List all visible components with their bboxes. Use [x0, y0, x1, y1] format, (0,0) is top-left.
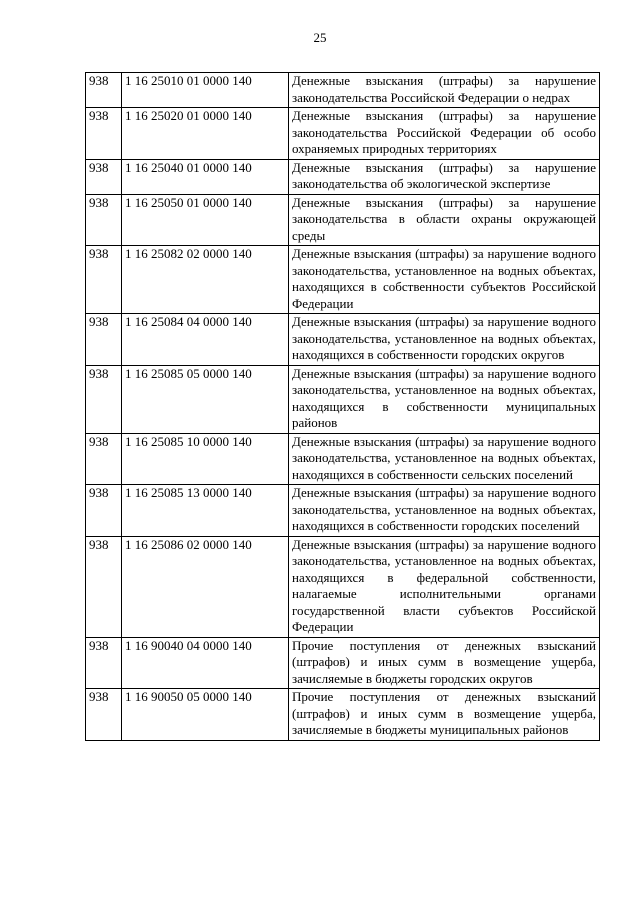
admin-code-cell: 938 [86, 194, 122, 246]
admin-code-cell: 938 [86, 536, 122, 637]
admin-code-cell: 938 [86, 314, 122, 366]
description-cell: Денежные взыскания (штрафы) за нарушение водного законодательства, установленное на водных объектах, находящихся в собственности городских округов [289, 314, 600, 366]
budget-code-cell: 1 16 25085 05 0000 140 [122, 365, 289, 433]
table-row [86, 73, 600, 108]
admin-code-cell: 938 [86, 637, 122, 689]
table-row [86, 194, 600, 246]
budget-code-cell: 1 16 25010 01 0000 140 [122, 73, 289, 108]
revenue-codes-table [85, 72, 600, 741]
table-row [86, 365, 600, 433]
description-cell: Денежные взыскания (штрафы) за нарушение законодательства в области охраны окружающей среды [289, 194, 600, 246]
description-cell: Денежные взыскания (штрафы) за нарушение водного законодательства, установленное на водных объектах, находящихся в собственности городских поселений [289, 485, 600, 537]
admin-code-cell: 938 [86, 689, 122, 741]
admin-code-cell: 938 [86, 365, 122, 433]
description-cell: Прочие поступления от денежных взысканий (штрафов) и иных сумм в возмещение ущерба, зачисляемые в бюджеты городских округов [289, 637, 600, 689]
admin-code-cell: 938 [86, 246, 122, 314]
table-row [86, 637, 600, 689]
admin-code-cell: 938 [86, 159, 122, 194]
budget-code-cell: 1 16 25020 01 0000 140 [122, 108, 289, 160]
budget-code-cell: 1 16 90040 04 0000 140 [122, 637, 289, 689]
description-cell: Денежные взыскания (штрафы) за нарушение водного законодательства, установленное на водных объектах, находящихся в собственности муниципальных районов [289, 365, 600, 433]
admin-code-cell: 938 [86, 108, 122, 160]
table-row [86, 159, 600, 194]
table-row [86, 485, 600, 537]
page-number: 25 [313, 30, 327, 45]
description-cell: Денежные взыскания (штрафы) за нарушение законодательства Российской Федерации о недрах [289, 73, 600, 108]
description-cell: Денежные взыскания (штрафы) за нарушение законодательства Российской Федерации об особо охраняемых природных территориях [289, 108, 600, 160]
table-row [86, 246, 600, 314]
budget-code-cell: 1 16 25082 02 0000 140 [122, 246, 289, 314]
budget-code-cell: 1 16 90050 05 0000 140 [122, 689, 289, 741]
description-cell: Денежные взыскания (штрафы) за нарушение водного законодательства, установленное на водных объектах, находящихся в собственности субъектов Российской Федерации [289, 246, 600, 314]
description-cell: Денежные взыскания (штрафы) за нарушение водного законодательства, установленное на водных объектах, находящихся в собственности сельских поселений [289, 433, 600, 485]
admin-code-cell: 938 [86, 73, 122, 108]
table-row [86, 314, 600, 366]
budget-code-cell: 1 16 25040 01 0000 140 [122, 159, 289, 194]
budget-code-cell: 1 16 25084 04 0000 140 [122, 314, 289, 366]
table-row [86, 536, 600, 637]
description-cell: Денежные взыскания (штрафы) за нарушение водного законодательства, установленное на водных объектах, находящихся в федеральной собственности, налагаемые исполнительными органами государственной власти субъектов Российской Федерации [289, 536, 600, 637]
admin-code-cell: 938 [86, 433, 122, 485]
table-row [86, 689, 600, 741]
budget-code-cell: 1 16 25085 13 0000 140 [122, 485, 289, 537]
budget-code-cell: 1 16 25050 01 0000 140 [122, 194, 289, 246]
table-row [86, 108, 600, 160]
budget-code-cell: 1 16 25085 10 0000 140 [122, 433, 289, 485]
description-cell: Прочие поступления от денежных взысканий (штрафов) и иных сумм в возмещение ущерба, зачисляемые в бюджеты муниципальных районов [289, 689, 600, 741]
table-row [86, 433, 600, 485]
budget-code-cell: 1 16 25086 02 0000 140 [122, 536, 289, 637]
description-cell: Денежные взыскания (штрафы) за нарушение законодательства об экологической экспертизе [289, 159, 600, 194]
admin-code-cell: 938 [86, 485, 122, 537]
